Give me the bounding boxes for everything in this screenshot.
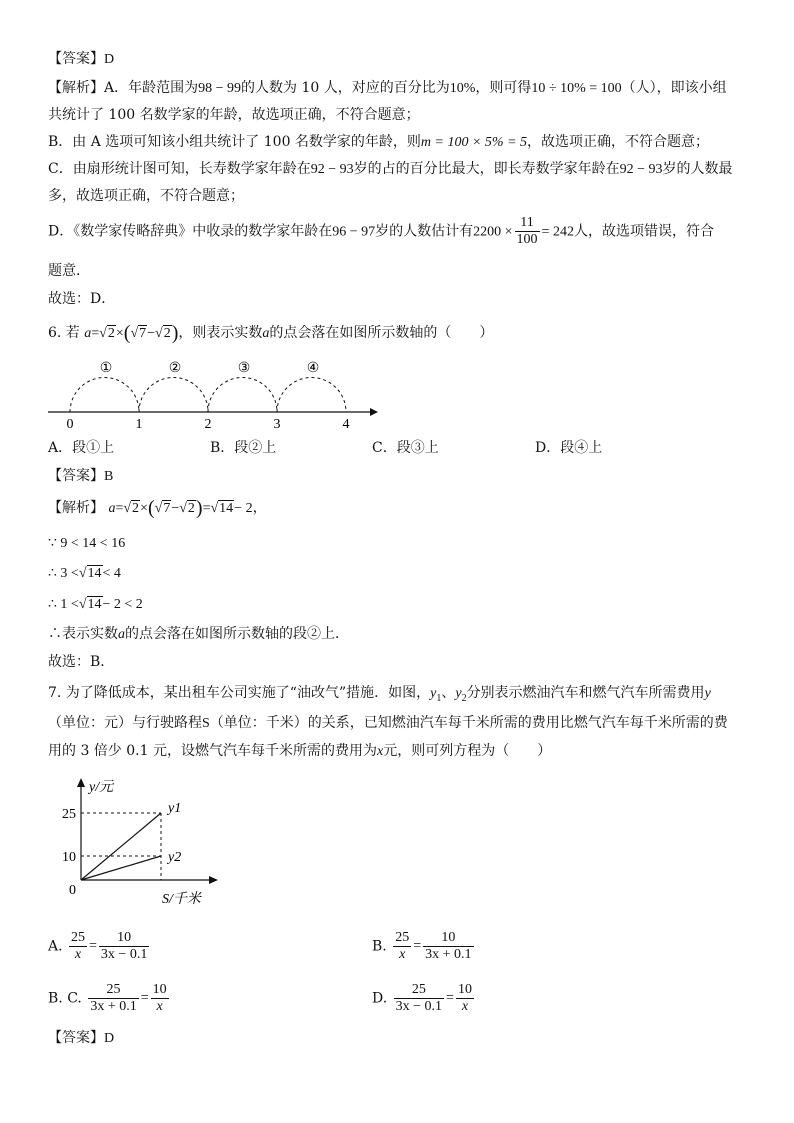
q6-option-b: B．段②上 bbox=[210, 440, 277, 456]
line-y1 bbox=[81, 813, 161, 880]
segment-label-3: ③ bbox=[237, 361, 251, 376]
number-line-figure bbox=[44, 352, 384, 432]
answer-value: D bbox=[104, 52, 115, 67]
q6-option-a: A．段①上 bbox=[48, 440, 115, 456]
y-tick-10: 10 bbox=[62, 850, 76, 865]
axis-arrow-icon bbox=[370, 408, 378, 416]
q6-step-3: ∴ 1 <√14− 2 < 2 bbox=[48, 595, 143, 615]
x-axis-arrow-icon bbox=[209, 876, 218, 884]
segment-label-2: ② bbox=[168, 361, 182, 376]
q7-stem-line1: 7. 为了降低成本，某出租车公司实施了“油改气”措施．如图，$y_1$、$y_2$分别表示燃油汽车和燃气汽车所需费用y bbox=[48, 685, 711, 704]
q6-analysis: 【解析】 a=√2×(√7−√2)=√14− 2， bbox=[48, 497, 267, 519]
sqrt-7: √7 bbox=[154, 501, 171, 516]
q5-choose: 故选：D． bbox=[48, 291, 116, 307]
q6-step-2: ∴ 3 <√14< 4 bbox=[48, 564, 121, 584]
segment-arc-4 bbox=[277, 378, 346, 412]
fraction-11-100: $\frac{11}{100}$ bbox=[516, 215, 538, 247]
segment-arc-2 bbox=[139, 378, 208, 413]
line-label-y1: y1 bbox=[168, 801, 182, 816]
q7-option-a: A. $\frac{25}{x}$ = $\frac{10}{3x - 0.1}$ bbox=[48, 930, 148, 962]
sqrt-14: √14 bbox=[210, 501, 234, 516]
q5-analysis-b: B．由 A 选项可知该小组共统计了 100 名数学家的年龄，则m = 100 × 5% = 5，故选项正确，不符合题意； bbox=[48, 134, 710, 150]
tick-label-1: 1 bbox=[135, 417, 143, 432]
q5-analysis-a-line1: 【解析】A．年龄范围为98 − 99的人数为 10 人，对应的百分比为10%，则可得10 ÷ 10% = 100（人），即该小组 bbox=[48, 80, 727, 96]
y-axis-arrow-icon bbox=[77, 778, 85, 787]
sqrt-14: √14 bbox=[78, 597, 102, 612]
tick-label-2: 2 bbox=[204, 417, 212, 432]
line-label-y2: y2 bbox=[168, 850, 182, 865]
q7-option-c: B. C. $\frac{25}{3x + 0.1}$ = $\frac{10}{x}$ bbox=[48, 982, 167, 1014]
q5-analysis-d-line1: D．《数学家传略辞典》中收录的数学家年龄在96 − 97岁的人数估计有2200 × $\frac{11}{100}$ = 242人，故选项错误，符合 bbox=[48, 215, 714, 247]
segment-label-4: ④ bbox=[306, 361, 320, 376]
q5-analysis-d-line2: 题意． bbox=[48, 263, 90, 279]
q7-option-d: D. $\frac{25}{3x - 0.1}$ = $\frac{10}{x}$ bbox=[372, 982, 472, 1014]
q5-analysis-c-line1: C．由扇形统计图可知，长寿数学家年龄在92 − 93岁的占的百分比最大，即长寿数学家年龄在92 − 93岁的人数最 bbox=[48, 161, 733, 177]
q5-analysis-c-line2: 多，故选项正确，不符合题意； bbox=[48, 188, 244, 204]
q5-analysis-a-line2: 共统计了 100 名数学家的年龄，故选项正确，不符合题意； bbox=[48, 107, 420, 123]
q6-step-4: ∴表示实数a的点会落在如图所示数轴的段②上． bbox=[48, 626, 349, 642]
segment-arc-3 bbox=[208, 378, 277, 413]
q7-answer: 【答案】D bbox=[48, 1030, 115, 1046]
q7-stem-line2: （单位：元）与行驶路程S（单位：千米）的关系，已知燃油汽车每千米所需的费用比燃气汽车每千米所需的费 bbox=[48, 715, 728, 731]
line-y2 bbox=[81, 856, 161, 880]
answer-tag: 【答案】 bbox=[48, 51, 104, 67]
sqrt-7: √7 bbox=[130, 326, 147, 341]
q6-answer: 【答案】B bbox=[48, 468, 114, 484]
y-tick-0: 0 bbox=[69, 883, 76, 898]
sqrt-2: √2 bbox=[179, 501, 195, 516]
segment-arc-1 bbox=[70, 378, 139, 413]
tick-label-4: 4 bbox=[342, 417, 350, 432]
sqrt-2: √2 bbox=[99, 326, 115, 341]
sqrt-14: √14 bbox=[78, 566, 102, 581]
q7-option-b: B. $\frac{25}{x}$ = $\frac{10}{3x + 0.1}$ bbox=[372, 930, 472, 962]
tick-label-3: 3 bbox=[273, 417, 281, 432]
y-tick-25: 25 bbox=[62, 807, 76, 822]
tick-label-0: 0 bbox=[66, 417, 74, 432]
q6-option-d: D．段④上 bbox=[535, 440, 603, 456]
segment-label-1: ① bbox=[99, 361, 113, 376]
sqrt-2: √2 bbox=[155, 326, 171, 341]
sqrt-2: √2 bbox=[123, 501, 140, 516]
q7-stem-line3: 用的 3 倍少 0.1 元，设燃气汽车每千米所需的费用为x元，则可列方程为（ ） bbox=[48, 743, 552, 759]
q6-stem: 6. 若 a=√2×(√7−√2)，则表示实数a的点会落在如图所示数轴的（ ） bbox=[48, 322, 494, 344]
y-axis-label: y/元 bbox=[89, 780, 114, 795]
q6-choose: 故选：B． bbox=[48, 654, 115, 670]
q6-option-c: C．段③上 bbox=[372, 440, 439, 456]
q6-step-1: ∵ 9 < 14 < 16 bbox=[48, 536, 126, 551]
cost-distance-graph bbox=[56, 775, 226, 910]
x-axis-label: S/千米 bbox=[162, 892, 201, 907]
q5-answer bbox=[48, 49, 114, 70]
